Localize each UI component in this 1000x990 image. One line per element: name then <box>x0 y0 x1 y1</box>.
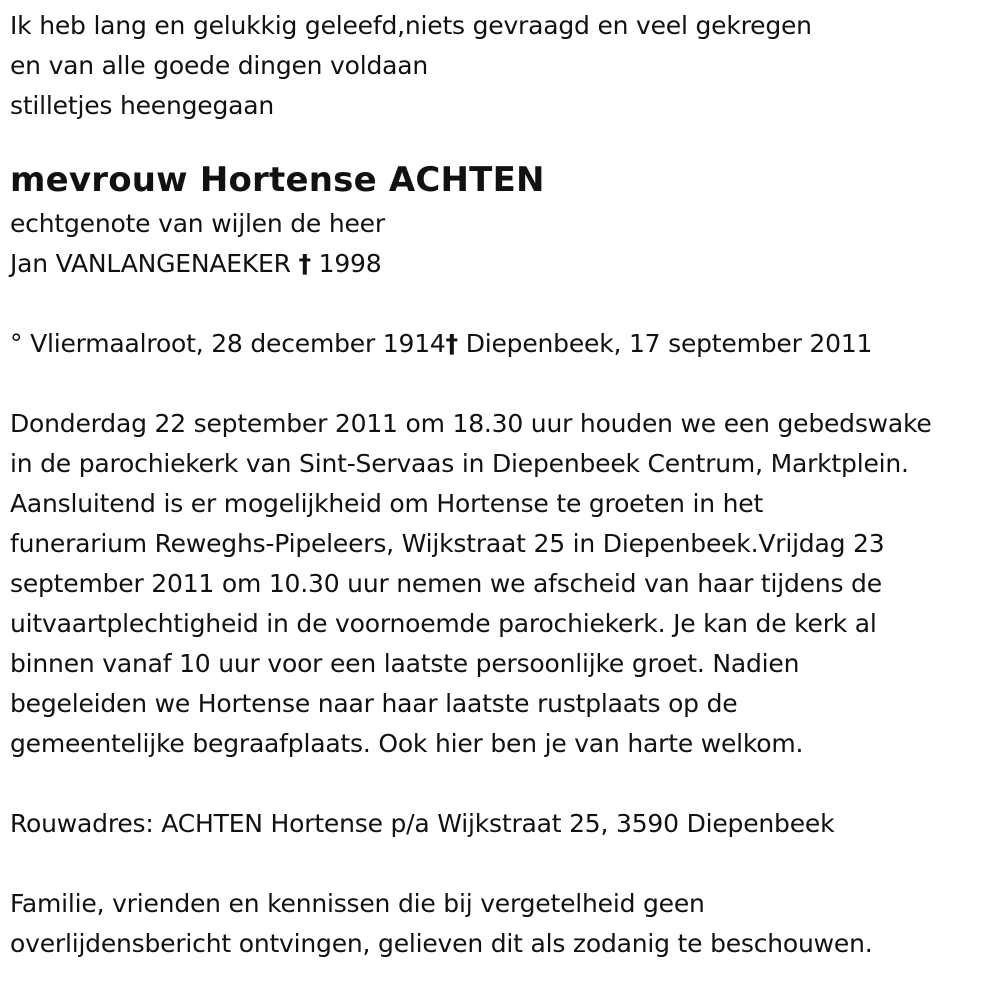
life-dates <box>10 324 995 364</box>
relation-line: echtgenote van wijlen de heer <box>10 209 385 238</box>
ceremony-line: gemeentelijke begraafplaats. Ook hier ben je van harte welkom. <box>10 729 804 758</box>
spouse-year: 1998 <box>318 249 382 278</box>
cross-icon: † <box>298 249 311 278</box>
poem-line: stilletjes heengegaan <box>10 91 275 120</box>
ceremony-line: uitvaartplechtigheid in de voornoemde parochiekerk. Je kan de kerk al <box>10 609 877 638</box>
ceremony-line: Donderdag 22 september 2011 om 18.30 uur houden we een gebedswake <box>10 409 932 438</box>
closing-line: Familie, vrienden en kennissen die bij vergetelheid geen <box>10 889 705 918</box>
birth-info: Vliermaalroot, 28 december 1914 <box>30 329 446 358</box>
poem <box>10 6 995 126</box>
ceremony-paragraph <box>10 404 995 764</box>
cross-icon: † <box>445 329 458 358</box>
ceremony-line: begeleiden we Hortense naar haar laatste rustplaats op de <box>10 689 738 718</box>
ceremony-line: Aansluitend is er mogelijkheid om Hortense te groeten in het <box>10 489 764 518</box>
closing-line: overlijdensbericht ontvingen, gelieven dit als zodanig te beschouwen. <box>10 929 873 958</box>
obituary-notice <box>10 6 995 964</box>
death-info: Diepenbeek, 17 september 2011 <box>465 329 873 358</box>
poem-line: Ik heb lang en gelukkig geleefd,niets gevraagd en veel gekregen <box>10 11 812 40</box>
ceremony-line: funerarium Reweghs-Pipeleers, Wijkstraat 25 in Diepenbeek.Vrijdag 23 <box>10 529 885 558</box>
closing-paragraph <box>10 884 995 964</box>
ceremony-line: september 2011 om 10.30 uur nemen we afscheid van haar tijdens de <box>10 569 882 598</box>
deceased-name: mevrouw Hortense ACHTEN <box>10 160 545 200</box>
ceremony-line: binnen vanaf 10 uur voor een laatste persoonlijke groet. Nadien <box>10 649 800 678</box>
spouse-name: Jan VANLANGENAEKER <box>10 249 291 278</box>
birth-symbol: ° <box>10 329 23 358</box>
mourning-address: Rouwadres: ACHTEN Hortense p/a Wijkstraat 25, 3590 Diepenbeek <box>10 809 835 838</box>
spouse-line <box>10 244 995 284</box>
poem-line: en van alle goede dingen voldaan <box>10 51 429 80</box>
ceremony-line: in de parochiekerk van Sint-Servaas in Diepenbeek Centrum, Marktplein. <box>10 449 909 478</box>
